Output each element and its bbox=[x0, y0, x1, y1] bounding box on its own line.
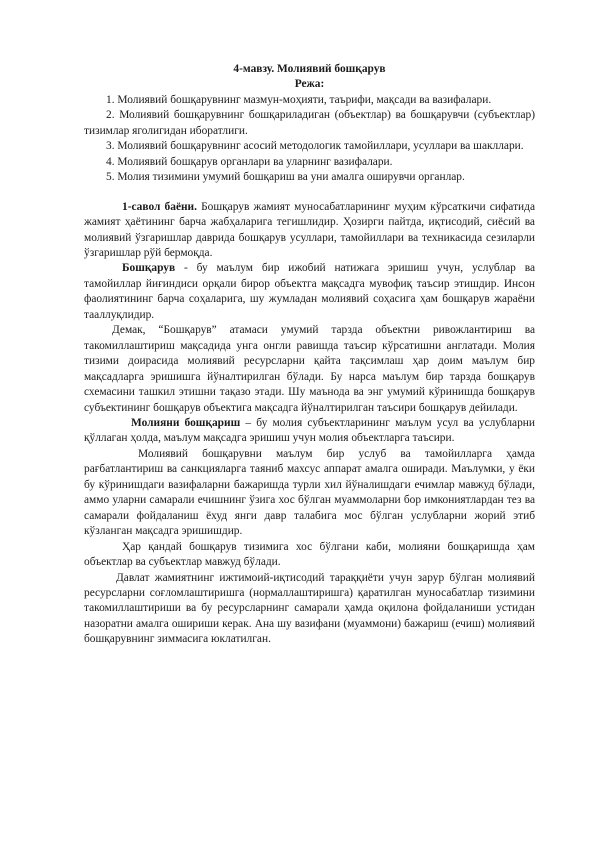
document-page bbox=[84, 62, 535, 648]
paragraph-text: - бу маълум бир ижобий натижага эришиш учун, услублар ва тамойиллар йиғиндиси орқали бирор объектга мақсадга мувофиқ таъсир этишдир. Инсон фаолиятининг барча соҳаларига, шу жумладан молиявий соҳасига ҳам бошқарув жараёни тааллуқлидир. bbox=[84, 262, 535, 321]
paragraph-lead: Молияни бошқариш bbox=[131, 416, 241, 429]
paragraph-text: Демак, “Бошқарув” атамаси умумий тарзда объектни ривожлантириш ва такомиллаштириш мақсадида унга онгли равишда таъсир кўрсатишни англатади. Молия тизими доирасида молиявий ресурсларни қайта тақсимлаш ҳар доим маълум бир мақсадларга эришишга йўналтирилган бўлади. Бу нарса маълум бир тарзда бошқарув схемасини ташкил этишни тақазо этади. Шу маънода ва энг умумий кўринишда бошқарув субъектининг бошқарув объектига мақсадга йўналтирилган таъсири бошқарув дейилади. bbox=[84, 324, 535, 414]
section-gap bbox=[84, 186, 535, 200]
paragraph-text: Ҳар қандай бошқарув тизимига хос бўлгани каби, молияни бошқаришда ҳам объектлар ва субъектлар мавжуд бўлади. bbox=[84, 540, 535, 569]
paragraph bbox=[84, 447, 535, 540]
paragraph-text: Бошқарув жамият муносабатларининг муҳим кўрсаткичи сифатида жамият ҳаётининг барча жабҳаларига тегишлидир. Ҳозирги пайтда, иқтисодий, сиёсий ва молиявий ўзгаришлар даврида бошқарув усуллари, тамойиллари ва техникасида сезиларли ўзгаришлар рўй бермоқда. bbox=[84, 200, 535, 259]
document-title: 4-мавзу. Молиявий бошқарув bbox=[233, 63, 386, 75]
paragraph bbox=[84, 571, 535, 648]
paragraph bbox=[84, 540, 535, 571]
paragraph-text: Давлат жамиятнинг ижтимоий-иқтисодий тараққиёти учун зарур бўлган молиявий ресурсларни соғломлаштиришга (нормаллаштиришга) қаратилган муносабатлар тизимини такомиллаштириши ва бу ресурсларнинг самарали ҳамда оқилона фойдаланиши устидан назоратни амалга ошириши керак. Ана шу вазифани (муаммони) бажариш (ечиш) молиявий бошқарувнинг зиммасига юклатилган. bbox=[84, 571, 535, 646]
paragraph bbox=[84, 323, 535, 416]
paragraph bbox=[84, 261, 535, 323]
paragraph bbox=[84, 416, 535, 447]
plan-item: 5. Молия тизимини умумий бошқариш ва уни амалга оширувчи органлар. bbox=[106, 171, 465, 184]
plan-heading: Режа: bbox=[294, 78, 325, 91]
plan-list bbox=[84, 93, 535, 186]
plan-item: 2. Молиявий бошқарувнинг бошқариладиган (объектлар) ва бошқарувчи (субъектлар) тизимлар яголигидан иборатлиги. bbox=[84, 109, 535, 137]
paragraph-lead: 1-савол баёни. bbox=[122, 200, 197, 213]
plan-item: 4. Молиявий бошқарув органлари ва уларнинг вазифалари. bbox=[106, 155, 393, 168]
plan-item: 3. Молиявий бошқарувнинг асосий методологик тамойиллари, усуллари ва шакллари. bbox=[106, 140, 524, 153]
paragraph-text: Молиявий бошқарувни маълум бир услуб ва тамойилларга ҳамда рағбатлантириш ва санкцияларга таяниб махсус аппарат амалга оширади. Маълумки, у ёки бу кўринишдаги вазифаларни бажаришда турли хил йўналишдаги ечимлар мавжуд бўлади, аммо уларни самарали ечишнинг ўзига хос бўлган муаммоларни бор имкониятлардан тез ва самарали фойдаланиш ёхуд янги давр талабига мос бўлган услубларни жорий этиб кўзланган мақсадга эришишдир. bbox=[84, 447, 535, 538]
plan-item: 1. Молиявий бошқарувнинг мазмун-моҳияти, таърифи, мақсади ва вазифалари. bbox=[106, 93, 492, 106]
paragraph-text: – бу молия субъектларининг маълум усул ва услубларни қўллаган ҳолда, маълум мақсадга эришиш учун молия объектларга таъсири. bbox=[84, 416, 535, 445]
paragraph-lead: Бошқарув bbox=[122, 262, 176, 275]
paragraph bbox=[84, 200, 535, 262]
